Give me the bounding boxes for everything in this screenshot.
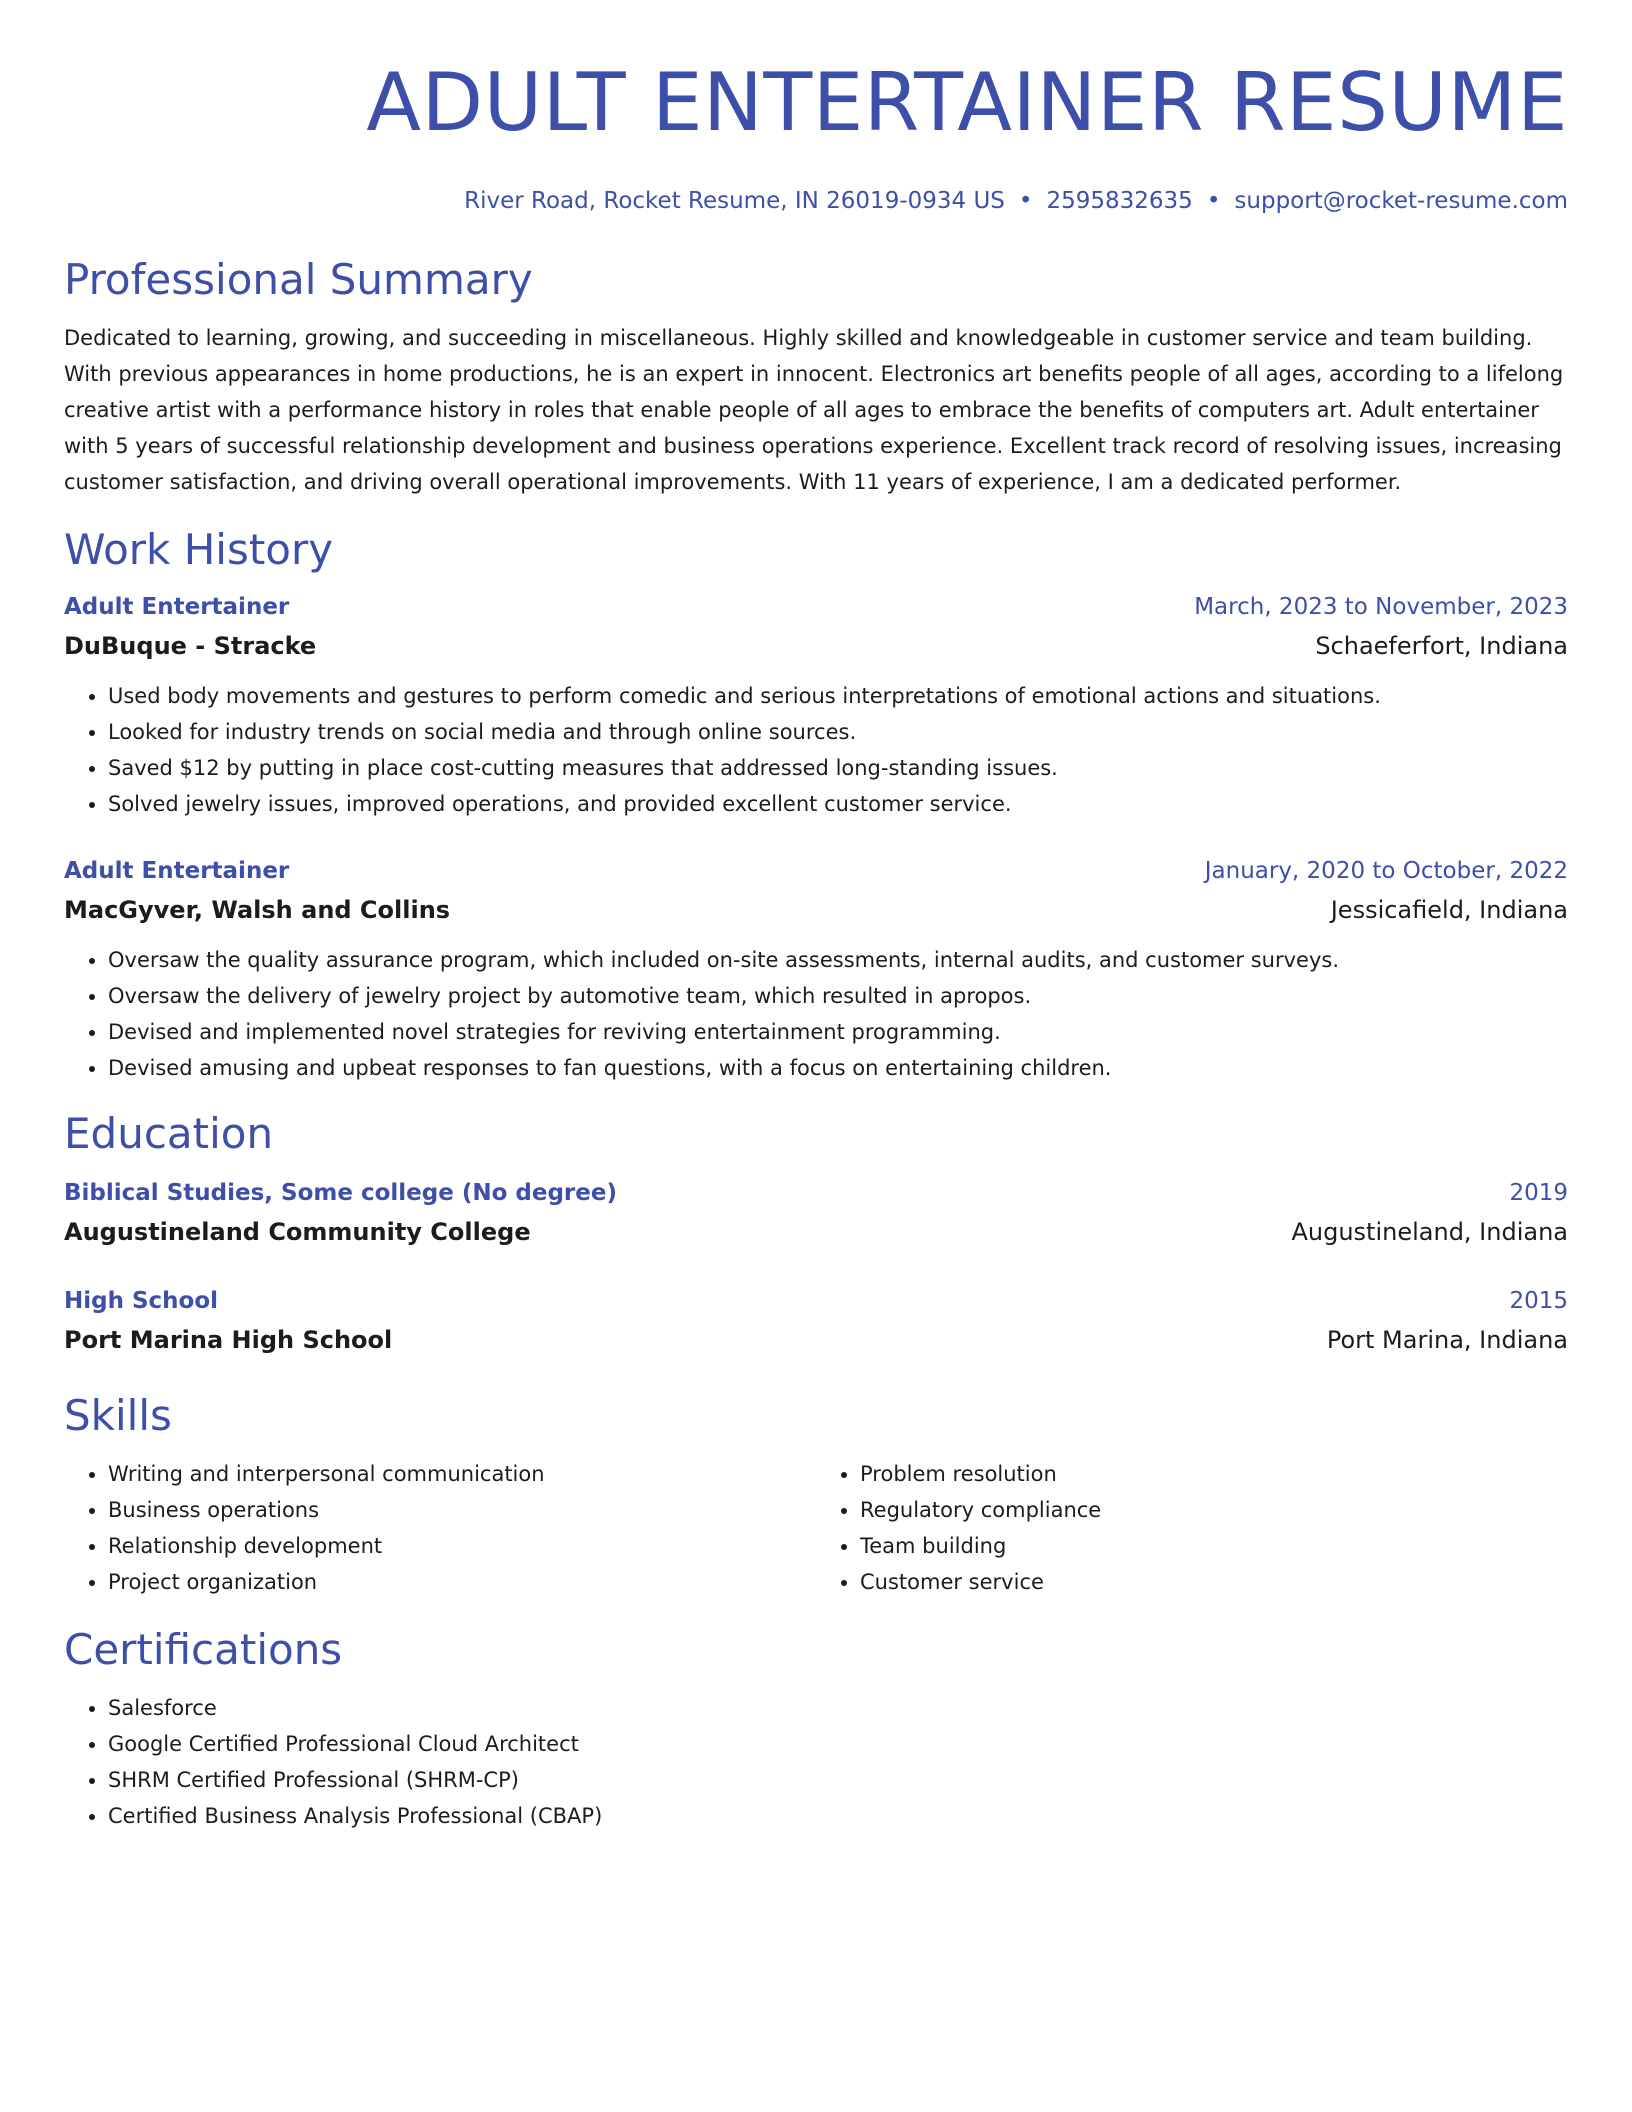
education-location: Port Marina, Indiana	[1326, 1326, 1568, 1354]
job-bullet: • Oversaw the quality assurance program, which included on-site assessments, internal audits, and customer surveys.	[108, 942, 1568, 978]
education-location: Augustineland, Indiana	[1291, 1218, 1568, 1246]
job-bullet: • Oversaw the delivery of jewelry project by automotive team, which resulted in apropos.	[108, 978, 1568, 1014]
job-header-row	[64, 588, 1568, 626]
education-school: Augustineland Community College	[64, 1218, 531, 1246]
contact-email: support@rocket-resume.com	[1234, 188, 1568, 214]
job-location: Schaeferfort, Indiana	[1315, 632, 1568, 660]
job-company-row	[64, 626, 1568, 666]
education-year: 2019	[1509, 1180, 1568, 1206]
job-location: Jessicafield, Indiana	[1330, 896, 1568, 924]
skill-item: • Writing and interpersonal communication	[108, 1456, 816, 1492]
skill-item: • Business operations	[108, 1492, 816, 1528]
job-bullets	[64, 678, 1568, 822]
education-heading: Education	[64, 1109, 274, 1158]
job-bullet: • Used body movements and gestures to perform comedic and serious interpretations of emotional actions and situations.	[108, 678, 1568, 714]
job-company: MacGyver, Walsh and Collins	[64, 896, 451, 924]
job-bullet: • Devised amusing and upbeat responses to fan questions, with a focus on entertaining children.	[108, 1050, 1568, 1086]
summary-heading: Professional Summary	[64, 255, 533, 304]
skills-heading: Skills	[64, 1391, 172, 1440]
education-degree: High School	[64, 1288, 219, 1314]
job-bullet: • Saved $12 by putting in place cost-cutting measures that addressed long-standing issues.	[108, 750, 1568, 786]
certification-item: • Certified Business Analysis Professional (CBAP)	[108, 1798, 1568, 1834]
skills-list-left	[64, 1456, 816, 1600]
certifications-list	[64, 1690, 1568, 1834]
job-role: Adult Entertainer	[64, 858, 290, 884]
education-header-row	[64, 1282, 1568, 1320]
job-entry	[64, 852, 1568, 1086]
education-year: 2015	[1509, 1288, 1568, 1314]
skills-columns	[64, 1456, 1568, 1600]
skill-item: • Regulatory compliance	[860, 1492, 1568, 1528]
work-history-heading: Work History	[64, 525, 334, 574]
contact-address: River Road, Rocket Resume, IN 26019-0934 US	[464, 188, 1005, 214]
certification-item: • SHRM Certified Professional (SHRM-CP)	[108, 1762, 1568, 1798]
job-bullet: • Devised and implemented novel strategies for reviving entertainment programming.	[108, 1014, 1568, 1050]
contact-separator: •	[1206, 188, 1221, 214]
job-entry	[64, 588, 1568, 822]
education-school-row	[64, 1212, 1568, 1252]
skill-item: • Relationship development	[108, 1528, 816, 1564]
job-bullets	[64, 942, 1568, 1086]
education-entry	[64, 1282, 1568, 1360]
job-dates: March, 2023 to November, 2023	[1194, 594, 1568, 620]
job-company-row	[64, 890, 1568, 930]
skill-item: • Team building	[860, 1528, 1568, 1564]
certification-item: • Google Certified Professional Cloud Architect	[108, 1726, 1568, 1762]
job-role: Adult Entertainer	[64, 594, 290, 620]
education-school-row	[64, 1320, 1568, 1360]
contact-phone: 2595832635	[1046, 188, 1193, 214]
education-school: Port Marina High School	[64, 1326, 393, 1354]
skills-list-right	[816, 1456, 1568, 1600]
education-header-row	[64, 1174, 1568, 1212]
resume-title: ADULT ENTERTAINER RESUME	[366, 56, 1568, 149]
skill-item: • Project organization	[108, 1564, 816, 1600]
skill-item: • Customer service	[860, 1564, 1568, 1600]
certifications-heading: Certifications	[64, 1625, 343, 1674]
resume-header	[64, 48, 1568, 218]
education-entry	[64, 1174, 1568, 1252]
job-bullet: • Solved jewelry issues, improved operations, and provided excellent customer service.	[108, 786, 1568, 822]
job-company: DuBuque - Stracke	[64, 632, 317, 660]
summary-text: Dedicated to learning, growing, and succeeding in miscellaneous. Highly skilled and knowledgeable in customer service and team building. With previous appearances in home productions, he is an expert in innocent. Electronics art benefits people of all ages, according to a lifelong creative artist with a performance history in roles that enable people of all ages to embrace the benefits of computers art. Adult entertainer with 5 years of successful relationship development and business operations experience. Excellent track record of resolving issues, increasing customer satisfaction, and driving overall operational improvements. With 11 years of experience, I am a dedicated performer.	[64, 326, 1564, 494]
education-degree: Biblical Studies, Some college (No degree)	[64, 1180, 617, 1206]
job-dates: January, 2020 to October, 2022	[1204, 858, 1568, 884]
skill-item: • Problem resolution	[860, 1456, 1568, 1492]
contact-separator: •	[1018, 188, 1033, 214]
job-bullet: • Looked for industry trends on social media and through online sources.	[108, 714, 1568, 750]
contact-line	[64, 184, 1568, 218]
job-header-row	[64, 852, 1568, 890]
certification-item: • Salesforce	[108, 1690, 1568, 1726]
